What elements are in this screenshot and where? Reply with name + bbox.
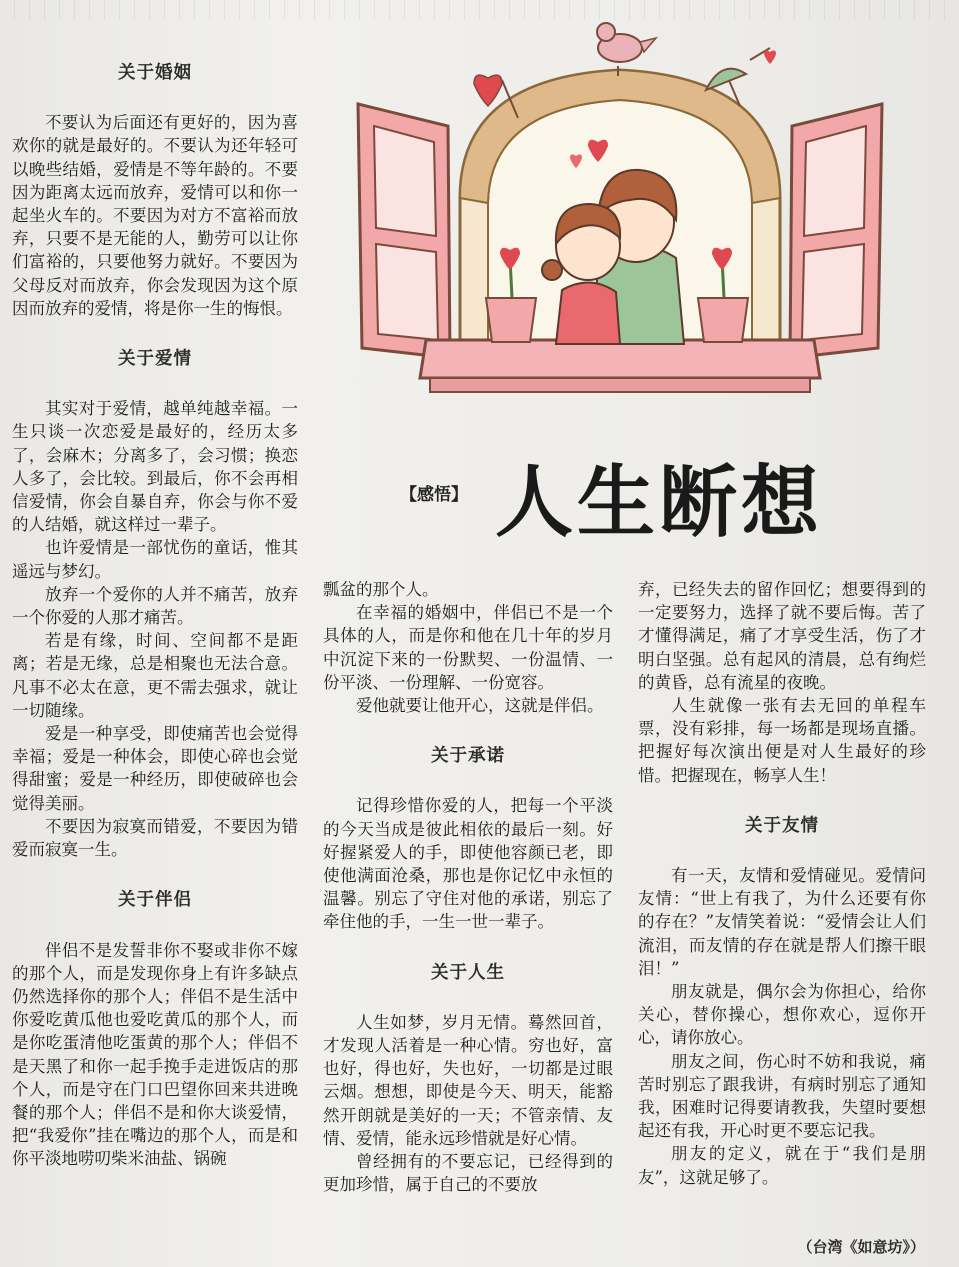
- heading-love: 关于爱情: [118, 349, 192, 370]
- love-paragraph-3: 放弃一个爱你的人并不痛苦，放弃一个你爱的人那才痛苦。: [12, 584, 298, 628]
- article-title-block: [400, 440, 870, 548]
- love-paragraph-2: 也许爱情是一部忧伤的童话，惟其遥远与梦幻。: [12, 538, 298, 581]
- friendship-paragraph-1: 有一天，友情和爱情碰见。爱情问友情：“世上有我了，为什么还要有你的存在？”友情笑着说：“爱情会让人们流泪，而友情的存在就是帮人们擦干眼泪！”: [638, 866, 926, 978]
- column-right: [638, 578, 926, 1189]
- article-title: 人生断想: [495, 458, 824, 548]
- partner-paragraph-3: 在幸福的婚姻中，伴侣已不是一个具体的人，而是你和他在几十年的岁月中沉淀下来的一份默契、一份温情、一份平淡、一份理解、一份宽容。: [323, 603, 613, 692]
- column-left: [12, 62, 298, 1171]
- window-sill: [420, 340, 820, 378]
- partner-paragraph-4: 爱他就要让他开心，这就是伴侣。: [356, 696, 604, 716]
- partner-paragraph-2: 瓢盆的那个人。: [323, 580, 439, 599]
- heading-friendship: 关于友情: [745, 815, 819, 836]
- heading-marriage: 关于婚姻: [118, 63, 192, 83]
- category-tag: 【感悟】: [400, 485, 468, 505]
- heading-life: 关于人生: [431, 962, 505, 983]
- column-middle: [323, 578, 613, 1196]
- heading-promise: 关于承诺: [431, 746, 505, 767]
- heart-icon: [764, 50, 776, 64]
- friendship-paragraph-3: 朋友之间，伤心时不妨和我说，痛苦时别忘了跟我讲，有病时别忘了通知我，困难时记得要请教我，失望时要想起还有我，开心时更不要忘记我。: [638, 1051, 926, 1141]
- source-credit: （台湾《如意坊》）: [797, 1238, 925, 1256]
- love-paragraph-5: 爱是一种享受，即使痛苦也会觉得幸福；爱是一种体会，即使心碎也会觉得甜蜜；爱是一种经历，即使破碎也会觉得美丽。: [12, 724, 298, 813]
- life-paragraph-1: 人生如梦，岁月无情。蓦然回首，才发现人活着是一种心情。穷也好，富也好，得也好，失也好，一切都是过眼云烟。想想，即使是今天、明天，能豁然开朗就是美好的一天；不管亲情、友情、爱情，能永远珍惜就是好心情。: [323, 1012, 613, 1148]
- love-paragraph-1: 其实对于爱情，越单纯越幸福。一生只谈一次恋爱是最好的，经历太多了，会麻木；分离多了，会习惯；换恋人多了，会比较。到最后，你不会再相信爱情，你会自暴自弃，你会与你不爱的人结婚，就这样过一辈子。: [12, 399, 298, 535]
- marriage-paragraph: 不要认为后面还有更好的，因为喜欢你的就是最好的。不要认为还年轻可以晚些结婚，爱情是不等年龄的。不要因为距离太远而放弃，爱情可以和你一起坐火车的。不要因为对方不富裕而放弃，只要不是无能的人，勤劳可以让你们富裕的，只要他努力就好。不要因为父母反对而放弃，你会发现因为这个原因而放弃的爱情，将是你一生的悔恨。: [12, 113, 298, 318]
- life-paragraph-3: 弃，已经失去的留作回忆；想要得到的一定要努力，选择了就不要后悔。苦了才懂得满足，痛了才享受生活，伤了才明白坚强。总有起风的清晨，总有绚烂的黄昏，总有流星的夜晚。: [638, 580, 926, 692]
- friendship-paragraph-4: 朋友的定义，就在于“我们是朋友”，这就足够了。: [638, 1144, 926, 1187]
- love-paragraph-4: 若是有缘，时间、空间都不是距离；若是无缘，总是相聚也无法合意。凡事不必太在意，更不需去强求，就让一切随缘。: [12, 631, 298, 720]
- promise-paragraph: 记得珍惜你爱的人，把每一个平淡的今天当成是彼此相依的最后一刻。好好握紧爱人的手，即使他容颜已老，即使他满面沧桑，那也是你记忆中永恒的温馨。别忘了守住对他的承诺，别忘了牵住他的手，一生一世一辈子。: [323, 796, 613, 932]
- friendship-paragraph-2: 朋友就是，偶尔会为你担心，给你关心，替你操心，想你欢心，逗你开心，请你放心。: [638, 982, 926, 1048]
- right-page-edge: [941, 20, 959, 130]
- heading-partner: 关于伴侣: [118, 890, 192, 911]
- life-paragraph-4: 人生就像一张有去无回的单程车票，没有彩排，每一场都是现场直播。把握好每次演出便是对人生最好的珍惜。把握现在，畅享人生！: [638, 696, 926, 785]
- left-shutter: [358, 104, 450, 358]
- partner-paragraph-1: 伴侣不是发誓非你不娶或非你不嫁的那个人，而是发现你身上有许多缺点仍然选择你的那个人；伴侣不是生活中你爱吃黄瓜他也爱吃黄瓜的那个人，而是你吃蛋清他吃蛋黄的那个人；伴侣不是天黑了和你一起手挽手走进饭店的那个人，而是守在门口巴望你回来共进晚餐的那个人；伴侣不是和你大谈爱情，把“我爱你”挂在嘴边的那个人，而是和你平淡地唠叨柴米油盐、锅碗: [12, 940, 298, 1169]
- heart-icon: [474, 75, 502, 106]
- bird-icon: [597, 23, 656, 76]
- right-shutter: [790, 104, 882, 358]
- life-paragraph-2: 曾经拥有的不要忘记，已经得到的更加珍惜，属于自己的不要放: [323, 1152, 613, 1195]
- window-couple-illustration: [340, 8, 900, 418]
- love-paragraph-6: 不要因为寂寞而错爱，不要因为错爱而寂寞一生。: [12, 816, 298, 860]
